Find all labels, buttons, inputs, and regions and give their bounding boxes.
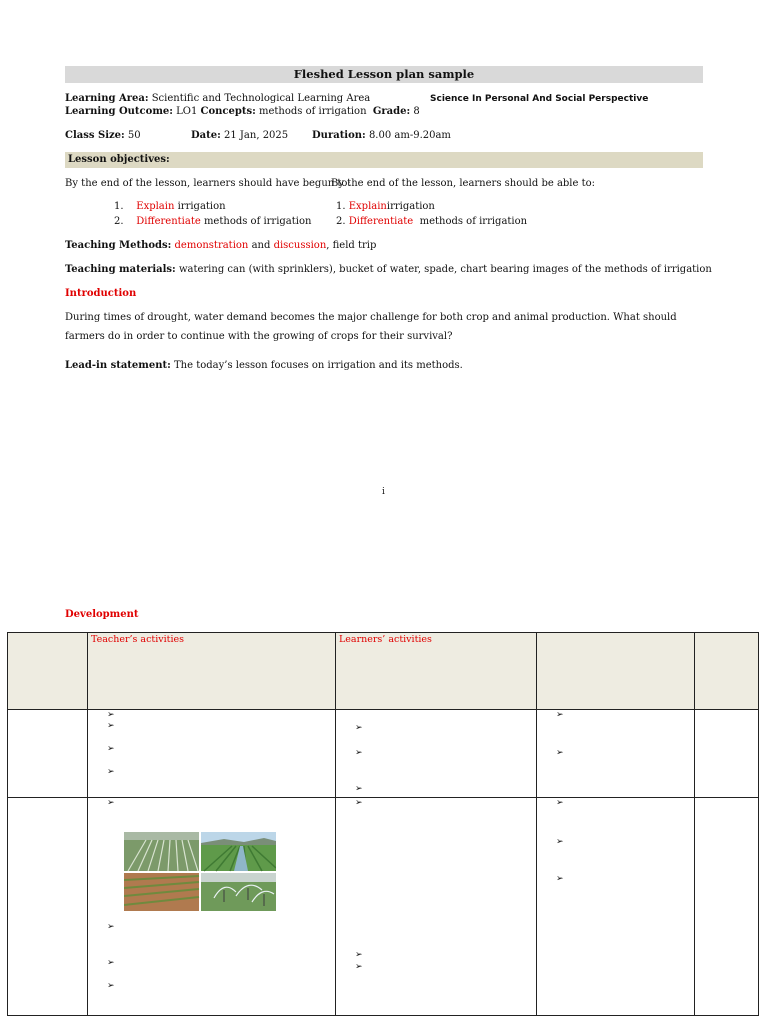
objective-left-1: 1. Explain irrigation [114,201,226,212]
perspective-text: Science In Personal And Social Perspective [430,94,649,104]
bullet-arrow-icon: ➢ [107,721,115,731]
learning-outcome-value: LO1 [176,106,198,117]
class-size-value: 50 [127,130,141,141]
bullet-arrow-icon: ➢ [355,950,363,960]
bullet-arrow-icon: ➢ [107,922,115,932]
bullet-arrow-icon: ➢ [107,744,115,754]
bullet-arrow-icon: ➢ [556,837,564,847]
duration-label: Duration: [312,130,366,141]
bullet-arrow-icon: ➢ [556,798,564,808]
bullet-arrow-icon: ➢ [355,748,363,758]
learning-outcome-line [65,106,420,117]
class-size-label: Class Size: [65,130,125,141]
bullet-arrow-icon: ➢ [556,710,564,720]
bullet-arrow-icon: ➢ [107,981,115,991]
development-heading: Development [65,609,139,620]
objective-left-2: 2. Differentiate methods of irrigation [114,216,312,227]
teaching-methods: Teaching Methods: demonstration and discussion, field trip [65,240,377,251]
bullet-arrow-icon: ➢ [556,874,564,884]
learning-area-value: Scientific and Technological Learning Area [151,93,371,104]
grade-label: Grade: [372,106,411,117]
bullet-arrow-icon: ➢ [107,710,115,720]
duration-value: 8.00 am-9.20am [368,130,451,141]
page-number: i [382,487,385,497]
bullet-arrow-icon: ➢ [556,748,564,758]
introduction-heading: Introduction [65,288,137,299]
date-value: 21 Jan, 2025 [224,130,289,141]
teaching-materials: Teaching materials: watering can (with sprinklers), bucket of water, spade, chart bearing images of the methods of irrigation [65,264,712,275]
document-title: Fleshed Lesson plan sample [65,66,703,83]
bullet-arrow-icon: ➢ [355,784,363,794]
header-teachers-activities: Teacher’s activities [91,634,185,645]
learning-area-line [65,93,370,104]
class-size [65,130,141,141]
learning-area-label: Learning Area: [65,93,149,104]
header-learners-activities: Learners’ activities [339,634,432,645]
irrigation-collage-image [124,832,276,911]
learning-outcome-label: Learning Outcome: [65,106,173,117]
concepts-label: Concepts: [200,106,256,117]
lead-in-statement: Lead-in statement: The today’s lesson focuses on irrigation and its methods. [65,360,463,371]
objective-right-2: 2. Differentiate methods of irrigation [336,216,528,227]
objectives-heading-bar [65,152,703,168]
objectives-heading: Lesson objectives: [68,154,170,165]
irrigation-methods-images [124,832,276,911]
bullet-arrow-icon: ➢ [355,962,363,972]
date [191,130,288,141]
bullet-arrow-icon: ➢ [107,958,115,968]
bullet-arrow-icon: ➢ [107,767,115,777]
bullet-arrow-icon: ➢ [355,798,363,808]
bullet-arrow-icon: ➢ [107,798,115,808]
date-label: Date: [191,130,221,141]
grade-value: 8 [413,106,420,117]
introduction-text: During times of drought, water demand becomes the major challenge for both crop and animal production. What should farmers do in order to continue with the growing of crops for their survival? [65,312,677,342]
development-table [7,632,759,1016]
objective-right-1: 1. Explainirrigation [336,201,435,212]
concepts-value: methods of irrigation [259,106,367,117]
objectives-intro-right: By the end of the lesson, learners should be able to: [331,178,596,189]
objectives-intro-left: By the end of the lesson, learners should have begun to: [65,178,351,189]
duration [312,130,451,141]
bullet-arrow-icon: ➢ [355,723,363,733]
